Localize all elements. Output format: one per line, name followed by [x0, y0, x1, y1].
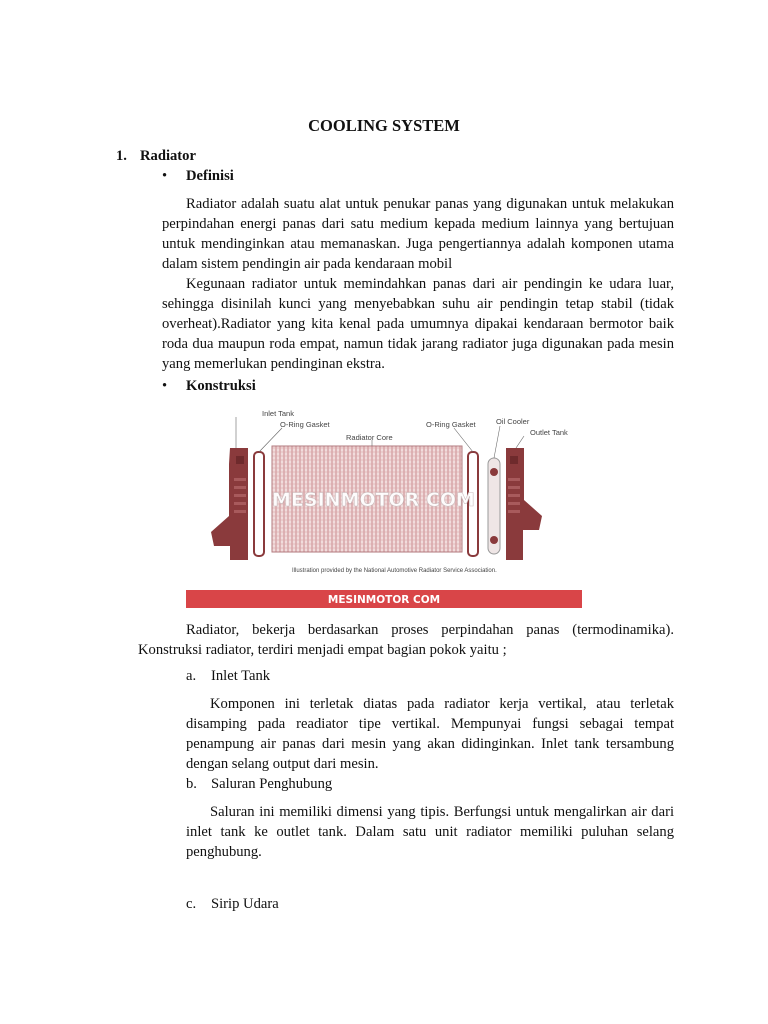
- oring-gasket-left: [254, 452, 264, 556]
- paragraph-definisi-2: Kegunaan radiator untuk memindahkan panas dari air pendingin ke udara luar, sehingga disinilah kunci yang menyebabkan suhu air pendingin tetap stabil (tidak overheat).Radiator yang kita kenal pada umumnya dipakai kendaraan bermotor baik roda dua maupun roda empat, namun tidak jarang radiator juga digunakan pada mesin yang memerlukan pendinginan ekstra.: [162, 276, 674, 372]
- list-item-a-title: Inlet Tank: [211, 668, 271, 684]
- paragraph-definisi-1: Radiator adalah suatu alat untuk penukar panas yang digunakan untuk melakukan perpindahan energi panas dari satu medium kepada medium lainnya yang bertujuan untuk mendinginkan atau memanaskan. Juga pengertiannya adalah komponen utama dalam sistem pendingin air pada kendaraan mobil: [162, 196, 674, 272]
- list-item-b-label: b.: [186, 776, 197, 792]
- radiator-illustration: [186, 402, 582, 608]
- list-item-b-text: Saluran ini memiliki dimensi yang tipis. Berfungsi untuk mengalirkan air dari inlet tank ke outlet tank. Dalam satu unit radiator memiliki puluhan selang penghubung.: [186, 804, 674, 860]
- label-outlet-tank: Outlet Tank: [530, 428, 568, 437]
- section-heading: Radiator: [140, 148, 196, 164]
- figure-credit: Illustration provided by the National Automotive Radiator Service Association.: [292, 568, 497, 574]
- banner-text: MESINMOTOR COM: [327, 594, 441, 606]
- label-inlet-tank: Inlet Tank: [262, 409, 294, 418]
- radiator-figure: [186, 402, 582, 608]
- bullet-icon: •: [162, 168, 168, 184]
- list-item-a-label: a.: [186, 668, 197, 684]
- list-item-b-title: Saluran Penghubung: [211, 776, 333, 792]
- label-oil-cooler: Oil Cooler: [496, 417, 530, 426]
- paragraph-konstruksi-intro: Radiator, bekerja berdasarkan proses perpindahan panas (termodinamika). Konstruksi radiator, terdiri menjadi empat bagian pokok yaitu ;: [138, 622, 674, 658]
- label-oring-right: O-Ring Gasket: [426, 420, 476, 429]
- list-item-a-text: Komponen ini terletak diatas pada radiator kerja vertikal, atau terletak disamping pada readiator tipe vertikal. Mempunyai fungsi sebagai tempat penampung air panas dari mesin yang akan didinginkan. Inlet tank tersambung dengan selang output dari mesin.: [186, 696, 674, 772]
- page-title: COOLING SYSTEM: [308, 116, 460, 135]
- label-radiator-core: Radiator Core: [346, 433, 393, 442]
- subheading-definisi: [162, 166, 234, 186]
- subheading-konstruksi-text: Konstruksi: [186, 378, 256, 394]
- subheading-konstruksi: [162, 376, 256, 396]
- list-item-c-label: c.: [186, 896, 197, 912]
- subheading-definisi-text: Definisi: [186, 168, 234, 184]
- section-number: 1.: [116, 148, 127, 164]
- label-oring-left: O-Ring Gasket: [280, 420, 330, 429]
- list-item-c-title: Sirip Udara: [211, 896, 279, 912]
- watermark-text: MESINMOTOR COM: [272, 489, 475, 511]
- bullet-icon: •: [162, 378, 168, 394]
